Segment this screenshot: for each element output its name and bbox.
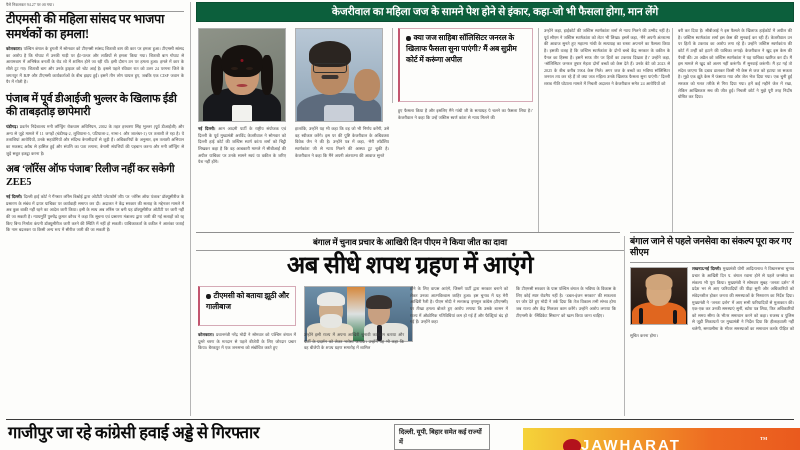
divider <box>630 262 794 263</box>
left-story1-text: पश्चिम बंगाल के हुगली में सोमवार को टीएमसी सांसद शिताबी बाग की कार पर हमला हुआ। टीएमसी सांसद का आरोप है कि गोघाट में उनकी गाड़ी पर ईंट-पत्थर और लाठियों से हमला किया गया। शिताबी बाग गोघाट से आरामबाग में अभिषेक बनर्जी के रोड शो में शामिल होने जा रही थीं। इसी दौरान उन पर हमला हुआ। हमले में कार के शीशे टूट गए। शिताबी बाग और उनके ड्राइवर को चोट आई है। इससे पहले रविवार रात को उत्तर 24 परगना जिले के जगतपुर में BJP और टीएमसी कार्यकर्ताओं के बीच झड़प हुईं। इसमें तीन लोग घायल हुए, जबकि एक CISF जवान के पैर में गोली है। <box>6 46 184 85</box>
left-story3-body <box>6 194 184 234</box>
left-story3-headline[interactable]: अब ‘लॉरेंस ऑफ पंजाब’ रिलीज नहीं कर सकेगी ZEE5 <box>6 164 175 188</box>
right-story-headline[interactable]: बंगाल जाने से पहले जनसेवा का संकल्प पूरा कर गए सीएम <box>630 236 792 258</box>
pull-quote-box <box>398 28 533 102</box>
pull-quote-text: क्या जज साहिबा सॉलिसिटर जनरल के खिलाफ फैसला सुना पाएंगी? मैं अब सुप्रीम कोर्ट में करूंगा अपील <box>406 33 517 64</box>
kejriwal-portrait-photo <box>295 28 383 122</box>
section-divider-top <box>196 232 620 233</box>
right-story-section <box>630 236 794 416</box>
trademark-symbol: TM <box>760 436 768 441</box>
mid-story-col2 <box>304 332 404 352</box>
left-column <box>6 2 184 416</box>
mid-story-col2-text: उन्होंने इसी राज्य में अपना आखिरी चुनावी कार्यक्रम बताया और पार्टी के प्रदर्शन को लेकर भरोसा जताया। उन्होंने यह भी कहा कि वह बीजेपी के शपथ ग्रहण समारोह में शामिल <box>304 332 404 351</box>
inner-divider-3 <box>672 28 673 233</box>
top-story-col3 <box>544 28 670 228</box>
divider <box>196 250 624 251</box>
bottom-headline[interactable]: गाजीपुर जा रहे कांग्रेसी हवाई अड्डे से गिरफ्तार <box>8 423 260 442</box>
top-story-col2-text: हालांकि, उन्होंने यह भी कहा कि वह जो भी निर्णय करेंगी, उसे वह स्वीकार करेंगे। इस पर की पुष्टि केजरीवाल के अधिवक्ता विवेक जैन ने की है। उन्होंने पत्र में कहा, ‘मेरी लॉर्डशिप स्वर्णकांता जी से न्याय मिलने की आस्था टूट चुकी है। केजरीवाल ने कहा कि मैंने अपनी अंतरात्मा की आवाज सुनते <box>295 126 389 158</box>
left-story2-dateline: चंडीगढ़। <box>6 124 19 130</box>
bullet-dot-icon <box>206 294 211 299</box>
mid-story-col4 <box>516 286 616 319</box>
mid-story-kicker: बंगाल में चुनाव प्रचार के आखिरी दिन पीएम ने किया जीत का दावा <box>313 237 507 247</box>
top-story-col2 <box>295 126 389 159</box>
left-story2-body <box>6 124 184 157</box>
ad-brand-name: JAWHARAT <box>581 437 681 450</box>
judge-portrait-photo <box>198 28 286 122</box>
mid-story-bullet-box <box>198 286 296 326</box>
top-story-col3-upper-text: हुए फैसला किया है और इसलिए मैंने गांधी जी के सत्याग्रह पे चलने का फैसला लिया है।’ केजरीवाल ने कहा कि उन्हें जस्टिस स्वर्ण कांता से न्याय मिलने की <box>398 108 533 120</box>
top-story-col3-upper <box>398 108 533 121</box>
column-divider-right <box>624 236 625 416</box>
top-green-banner[interactable] <box>196 2 794 22</box>
top-story-col3-text: उन्होंने कहा, हाईकोर्ट की जस्टिस स्वर्णकांता शर्मा से न्याय मिलने की उम्मीद नहीं है। पूर्व सीएम ने जस्टिस स्वर्णकांता को लेटर भी लिखा। इसमें कहा, ‘मैंने अपनी अंतरात्मा की आवाज सुनते हुए महात्मा गांधी के सत्याग्रह का रास्ता अपनाने का फैसला किया है। इसकी वजह है कि जस्टिस स्वर्णकांता के दोनों बच्चे केंद्र सरकार के वकील के पैनल का हिस्सा हैं। इसमें साफ तौर पर हितों का टकराव दिखता है।’ उन्होंने कहा, ‘सॉलिसिटर जनरल तुषार मेहता दोनों बच्चों को केस देते हैं। उनके बेटे को 2023 से 2025 के बीच करीब 5904 केस मिले। अगर जज के बच्चों का भविष्य सॉलिसिटर जनरल तय कर रहे हैं तो क्या जज महिला उनके खिलाफ फैसला सुना पाएंगी।’ दिल्ली शराब नीति घोटाला मामले में निचली अदालत ने केजरीवाल समेत 24 आरोपियों को <box>544 28 670 86</box>
bottom-side-box[interactable] <box>394 424 490 450</box>
bottom-divider <box>6 419 794 420</box>
left-story3-dateline: नई दिल्ली। <box>6 194 23 200</box>
mid-story-col1-dateline: कोलकाता। <box>198 332 215 337</box>
left-story3-text: दिल्ली हाई कोर्ट ने गैंगस्टर लॉरेंस बिश्नोई द्वारा ओटीटी प्लेटफॉर्म जी5 पर ‘लॉरेंस ऑफ पंजाब’ डॉक्यूसीरीज के प्रसारण के संबंध में दायर याचिका पर कार्यवाही समाप्त कर दी। अदालत ने केंद्र सरकार की सलाह के मद्देनजर मामले में अब कुछ बाकी नहीं रहने का आदेश जारी किया। इसी के साथ अब लॉरेंस पर बनी यह डॉक्यूसीरीज ओटीटी पर जारी नहीं की जा सकती है। न्यायमूर्ति पुरुषेंद्र कुमार कौरव ने कहा कि सूचना एवं प्रसारण मंत्रालय द्वारा जारी की गई सलाहों को रद्द किए बिना निर्माता कंपनी डॉक्यूसीरीज जारी करने की स्थिति में नहीं हो सकती। याचिकाकर्ता के वकील ने आशंका जताई कि नाम बदलकर या किसी अन्य रूप में सीरीज जारी की जा सकती है। <box>6 194 184 233</box>
left-story1-dateline: कोलकाता। <box>6 46 23 51</box>
top-story-col4-text: बरी कर दिया है। सीबीआई ने इस फैसले के खिलाफ हाईकोर्ट में अपील की है। जस्टिस स्वर्णकांता शर्मा इस केस की सुनवाई कर रही हैं। केजरीवाल उन पर हितों के टकराव का आरोप लगा रहे हैं। उन्होंने जस्टिस स्वर्णकांता की कोर्ट में उन्हीं को हटाने की याचिका लगाई। केजरीवाल ने खुद इस केस की पैरवी की। 20 अप्रैल को जस्टिस स्वर्णकांता ने यह याचिका खारिज कर दी। मैं इस मामले से खुद को अलग नहीं करूंगी। मैं सुनवाई करूंगी। मैं हट गई तो संदेश जाएगा कि दबाव डालकर किसी भी केस से जज को हटाया जा सकता है। मुझे एक झूठे केस में फंसाया गया और जेल भेज दिया गया। एक चुनी हुई सरकार को गलत तरीके से गिरा दिया गया। हमें कई महीने जेल में रखा, लेकिन आखिरकार सच की जीत हुई। निचली कोर्ट ने मुझे पूरी तरह निर्दोष घोषित कर दिया। <box>678 28 792 100</box>
right-story-text: मुख्यमंत्री योगी आदित्यनाथ ने विधानसभा चुनाव प्रचार के आखिरी दिन प. बंगाल रवाना होने से पहले जनसेवा का संकल्प भी पूरा किया। मुख्यमंत्री ने सोमवार सुबह ‘जनता दर्शन’ में प्रदेश भर से आए फरियादियों की पीड़ा सुनी और अधिकारियों को संवेदनशील होकर जनता की समस्याओं के निस्तारण का निर्देश दिया। मुख्यमंत्री ने ‘जनता दर्शन’ में आए सभी फरियादियों से मुलाकात की। एक-एक कर उनकी समस्याएं सुनीं, ब्योरा पत्र लिया, फिर अधिकारियों को समय सीमा के भीतर समाधान करने को कहा। राजस्व व पुलिस से जुड़ी शिकायतों पर मुख्यमंत्री ने निर्देश दिया कि हीलाहवाली नहीं चलेगी, समयसीमा के भीतर समस्याओं का समाधान करके पीड़ित को सूचित करना होगा। <box>630 266 794 338</box>
section-divider-top-right <box>630 232 794 233</box>
right-story-dateline: लखनऊ/नई दिल्ली। <box>692 266 722 272</box>
mid-story-col1 <box>198 332 296 352</box>
bottom-side-box-text: दिल्ली, यूपी, बिहार समेत कई राज्यों में <box>399 429 482 446</box>
inner-divider-2 <box>538 28 539 233</box>
mid-story-col3 <box>410 286 508 326</box>
top-green-banner-text: केजरीवाल का महिला जज के सामने पेश होने से इंकार, कहा-जो भी फैसला होगा, मान लेंगे <box>331 7 659 18</box>
right-story-body <box>630 266 794 339</box>
mid-story-col3-text: होने के लिए वापस आएंगे, जिसमें पार्टी द्वारा सरकार बनाने को लेकर उनका आत्मविश्वास जाहिर हुआ। इस चुनाव में यह मेरी आखिरी रैली है। पीएम मोदी ने सत्तारूढ़ तृणमूल कांग्रेस (टीएमसी) पर तीखा हमला बोलते हुए आरोप लगाया कि उसके शासन में राज्य में औद्योगिक गतिविधियां कम हो गई हैं और फैक्ट्रियां बंद हो गई हैं। उन्होंने कहा <box>410 286 508 325</box>
top-story-col1 <box>198 126 286 166</box>
column-divider <box>190 2 191 416</box>
left-story1-headline[interactable]: टीएमसी की महिला सांसद पर भाजपा समर्थकों का हमला! <box>6 12 165 41</box>
left-story1-body <box>6 46 184 86</box>
brand-logo-icon <box>563 439 581 450</box>
top-story-col1-text: आम आदमी पार्टी के राष्ट्रीय संयोजक एवं दिल्ली के पूर्व मुख्यमंत्री अरविंद केजरीवाल ने सोमवार को दिल्ली हाई कोर्ट की जस्टिस स्वर्ण कांता शर्मा को चिट्ठी लिखकर कहा है कि वह आबकारी मामले में सीबीआई की अपील याचिका पर उनके सामने स्वयं या वकील के जरिए पेश नहीं होंगे। <box>198 126 286 165</box>
mid-story-bullet-text: टीएमसी को बताया झूठी और गालीबाज <box>206 291 289 311</box>
mid-story-col4-text: कि टीएमसी सरकार के पास पश्चिम बंगाल के भविष्य के विकास के लिए कोई स्पष्ट रोडमैप नहीं है। ‘डबल-इंजन सरकार’ की सफलता पर जोर देते हुए मोदी ने तर्क दिया कि तेज विकास तभी संभव होगा जब राज्य और केंद्र मिलकर काम करेंगे। उन्होंने आरोप लगाया कि टीएमसी के ‘सिंडिकेट सिस्टम’ को खत्म किया जाना चाहिए। <box>516 286 616 318</box>
market-ticker-line: पैसे निकलकर 94.27 पर आ गया। <box>6 2 54 7</box>
inner-divider-1 <box>392 28 393 103</box>
bullet-dot-icon <box>406 36 411 41</box>
advertisement-banner[interactable] <box>523 428 800 450</box>
mid-story-section <box>196 236 624 416</box>
left-story2-text: प्रवर्तन निदेशालय मनी लॉन्ड्रिंग रोकथाम अधिनियम, 2002 के तहत हरचरण सिंह भुल्लर (पूर्व डीआईजी) और अन्य से जुड़े मामले में 11 जगहों (चंडीगढ़-2, लुधियाना-5, पटियाला-2, नाभा-1 और जालंधर-1) पर तलाशी ले रहा है। ये तलाशियां आरोपियों, उनके सहयोगियों और संदिग्ध बेनामीदारों से जुड़ी हैं। अधिकारियों के अनुसार, इस तलाशी अभियान का मकसद अवैध से हासिल हुई और संपत्ति का पता लगाना, बेनामी संपत्तियों की पहचान करना और मनी लॉन्ड्रिंग से जुड़े सबूत इकट्ठा करना है। <box>6 124 184 156</box>
mid-story-col1-text: प्रधानमंत्री नरेंद्र मोदी ने सोमवार को पश्चिम बंगाल में दूसरे चरण के मतदान से पहले बीजेपी के लिए जोरदार प्रचार किया। बैरकपुर में एक जनसभा को संबोधित करते हुए <box>198 332 296 351</box>
mid-story-headline[interactable]: अब सीधे शपथ ग्रहण में आएंगे <box>286 253 534 279</box>
top-story-col4 <box>678 28 792 228</box>
top-story-section <box>196 26 794 231</box>
top-story-col1-dateline: नई दिल्ली। <box>198 126 216 131</box>
left-story2-headline[interactable]: पंजाब में पूर्व डीआईजी भुल्लर के खिलाफ ईडी की ताबड़तोड़ छापेमारी <box>6 92 177 118</box>
